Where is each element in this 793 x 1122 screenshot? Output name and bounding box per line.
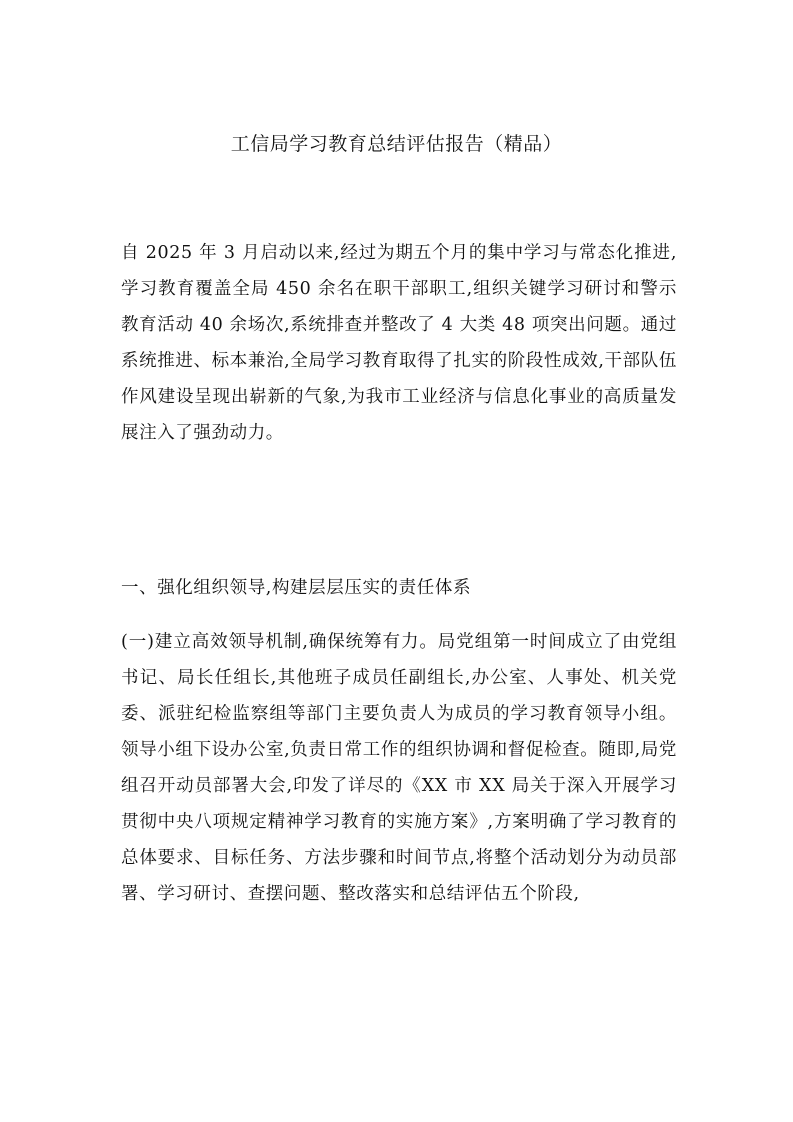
section-heading: 一、强化组织领导,构建层层压实的责任体系 bbox=[121, 578, 472, 598]
document-title: 工信局学习教育总结评估报告（精品） bbox=[230, 133, 563, 155]
intro-paragraph: 自 2025 年 3 月启动以来,经过为期五个月的集中学习与常态化推进,学习教育覆盖全局 450 余名在职干部职工,组织关键学习研讨和警示教育活动 40 余场次,系统排查并整改了 4 大类 48 项突出问题。通过系统推进、标本兼治,全局学习教育取得了扎实的阶段性成效,干部队伍作风建设呈现出崭新的气象,为我市工业经济与信息化事业的高质量发展注入了强劲动力。 bbox=[121, 243, 677, 443]
section-paragraph: (一)建立高效领导机制,确保统筹有力。局党组第一时间成立了由党组书记、局长任组长,其他班子成员任副组长,办公室、人事处、机关党委、派驻纪检监察组等部门主要负责人为成员的学习教育领导小组。领导小组下设办公室,负责日常工作的组织协调和督促检查。随即,局党组召开动员部署大会,印发了详尽的《XX 市 XX 局关于深入开展学习贯彻中央八项规定精神学习教育的实施方案》,方案明确了学习教育的总体要求、目标任务、方法步骤和时间节点,将整个活动划分为动员部署、学习研讨、查摆问题、整改落实和总结评估五个阶段, bbox=[121, 632, 677, 904]
